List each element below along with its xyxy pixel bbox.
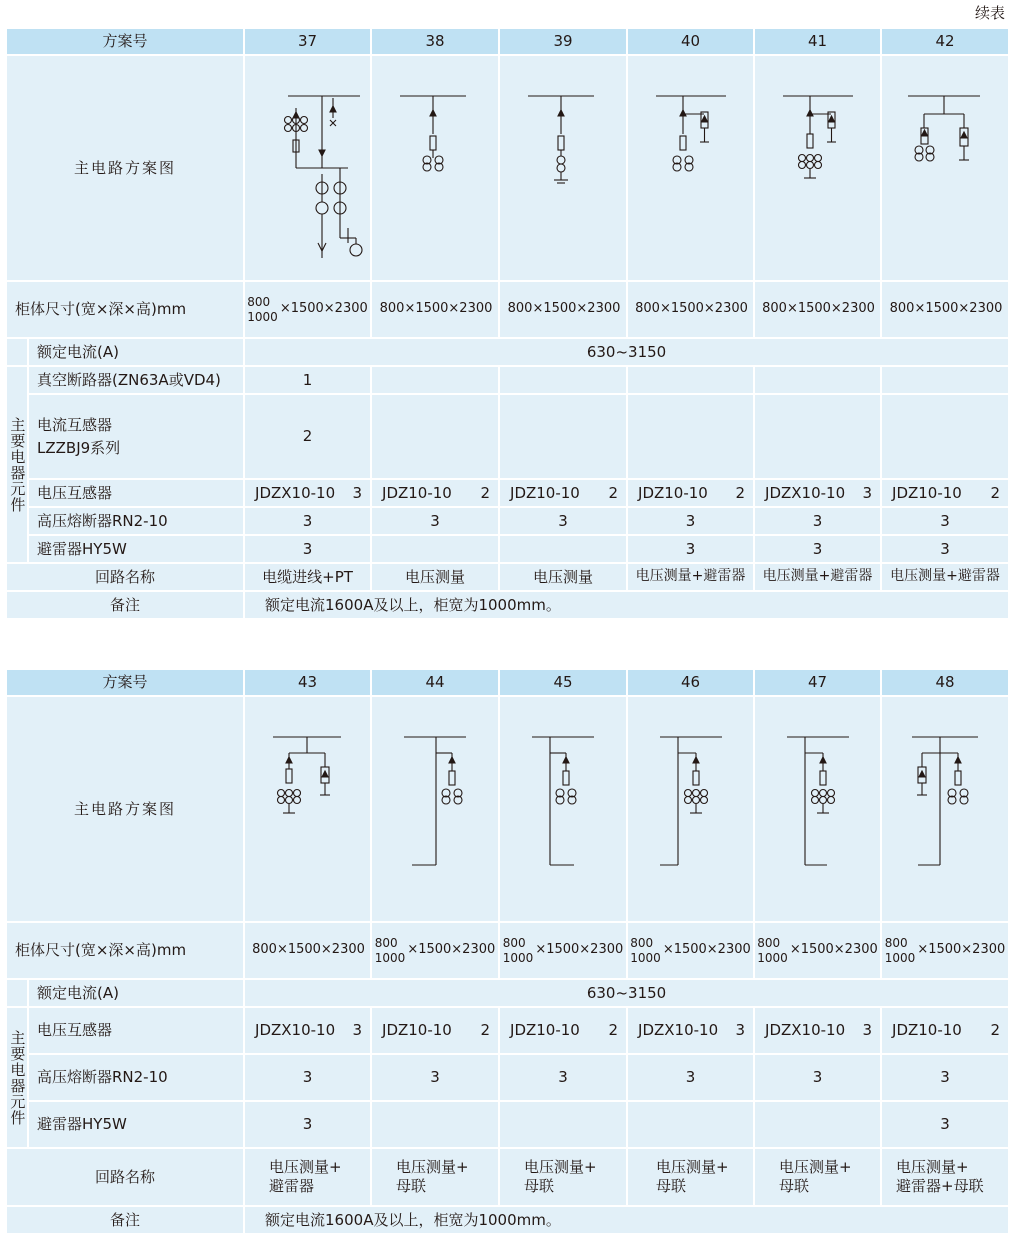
circuit-name [371,1148,499,1206]
size-cell [499,281,627,338]
arrester-qty: 3 [881,1101,1009,1148]
pt-model: JDZX10-10 [255,1021,336,1040]
fuse-row [6,507,1009,535]
scheme-table-1 [5,27,1009,620]
current-row [6,338,1009,366]
circuit-name-line1: 电压测量+ [656,1158,729,1177]
scheme-number: 46 [627,669,754,696]
current-row-label: 额定电流(A) [28,338,244,366]
pt-model: JDZX10-10 [638,1021,719,1040]
fuse-qty: 3 [499,507,627,535]
remark-row [6,591,1009,619]
scheme-number: 42 [881,28,1009,55]
fuse-qty: 3 [754,507,881,535]
scheme-number: 45 [499,669,627,696]
scheme-number: 43 [244,669,371,696]
pt-qty: 2 [608,483,619,502]
ct-qty: 2 [244,394,371,479]
ct-qty [627,394,754,479]
remark-text: 额定电流1600A及以上，柜宽为1000mm。 [244,1206,1009,1234]
pt-model: JDZX10-10 [765,1021,846,1040]
circuit-name: 电压测量+避雷器 [754,563,881,591]
pt-qty: 2 [990,1021,1001,1040]
pt-cell [881,1007,1009,1054]
continued-label: 续表 [974,4,1005,22]
vcb-qty [371,366,499,394]
size-width-2: 1000 [757,950,788,965]
scheme-number: 48 [881,669,1009,696]
circuit-name [881,1148,1009,1206]
arrester-qty [754,1101,881,1148]
ct-label-line2: LZZBJ9系列 [37,438,121,457]
circuit-name: 电缆进线+PT [244,563,371,591]
pt-cell [627,479,754,507]
fuse-row-label: 高压熔断器RN2-10 [28,1054,244,1101]
size-width-1: 800 [374,935,398,950]
size-width-2: 1000 [884,950,916,965]
circuit-diagram-38 [371,55,499,281]
arrester-qty: 3 [754,535,881,563]
fuse-qty: 3 [627,1054,754,1101]
size-cell [754,281,881,338]
circuit-name-line2: 母联 [779,1177,810,1195]
pt-cell [881,479,1009,507]
pt-cell [371,479,499,507]
diagram-row [6,55,1009,281]
ct-qty [754,394,881,479]
circuit-diagram-48 [881,696,1009,922]
current-row-label: 额定电流(A) [28,979,244,1007]
pt-cell [371,1007,499,1054]
pt-row [6,1007,1009,1054]
arrester-qty: 3 [627,535,754,563]
pt-qty: 3 [735,1021,746,1040]
rated-current-value: 630~3150 [244,338,1009,366]
pt-qty: 2 [735,483,746,502]
vcb-qty [499,366,627,394]
circuit-diagram-47 [754,696,881,922]
size-cell [881,922,1009,979]
pt-row [6,479,1009,507]
vcb-qty: 1 [244,366,371,394]
circuit-name-label: 回路名称 [6,563,244,591]
arrester-qty [627,1101,754,1148]
arrester-row-label: 避雷器HY5W [28,535,244,563]
remark-text: 额定电流1600A及以上，柜宽为1000mm。 [244,591,1009,619]
pt-qty: 2 [480,483,491,502]
pt-qty: 2 [480,1021,491,1040]
pt-cell [244,479,371,507]
size-width-2: 1000 [374,950,406,965]
pt-cell [754,1007,881,1054]
ct-row-label [28,394,244,479]
vcb-row [6,366,1009,394]
size-row-label: 柜体尺寸(宽×深×高)mm [6,281,244,338]
scheme-number: 40 [627,28,754,55]
circuit-name-line2: 母联 [656,1177,687,1195]
fuse-qty: 3 [244,507,371,535]
arrester-row-label: 避雷器HY5W [28,1101,244,1148]
fuse-row-label: 高压熔断器RN2-10 [28,507,244,535]
main-components-label: 主要电器元件 [6,366,28,563]
circuit-name-line1: 电压测量+ [896,1158,969,1177]
size-rest: 800×1500×2300 [379,301,493,317]
circuit-name-line1: 电压测量+ [396,1158,469,1177]
pt-model: JDZX10-10 [255,483,336,502]
circuit-diagram-40 [627,55,754,281]
fuse-qty: 3 [881,1054,1009,1101]
scheme-number: 47 [754,669,881,696]
current-row [6,979,1009,1007]
scheme-number: 38 [371,28,499,55]
size-width-2: 1000 [630,950,661,965]
fuse-qty: 3 [499,1054,627,1101]
size-cell [371,281,499,338]
size-width-1: 800 [247,294,271,309]
size-cell [627,281,754,338]
size-width-1: 800 [502,935,526,950]
rated-current-value: 630~3150 [244,979,1009,1007]
scheme-number: 41 [754,28,881,55]
pt-model: JDZ10-10 [382,483,452,502]
circuit-name-line1: 电压测量+ [269,1158,342,1177]
circuit-name-line2: 避雷器 [269,1177,315,1195]
size-cell [244,281,371,338]
size-width-1: 800 [757,935,781,950]
diagram-row [6,696,1009,922]
circuit-name-line2: 母联 [524,1177,555,1195]
circuit-diagram-39 [499,55,627,281]
pt-model: JDZ10-10 [510,483,580,502]
scheme-number-row [6,669,1009,696]
size-cell [754,922,881,979]
size-rest: ×1500×2300 [407,942,496,958]
size-cell [499,922,627,979]
scheme-number: 37 [244,28,371,55]
size-rest: 800×1500×2300 [252,942,365,958]
arrester-qty: 3 [244,1101,371,1148]
main-components-label: 主要电器元件 [6,1007,28,1148]
arrester-row [6,535,1009,563]
circuit-diagram-43 [244,696,371,922]
pt-qty: 3 [352,483,363,502]
size-cell [627,922,754,979]
scheme-number: 44 [371,669,499,696]
fuse-qty: 3 [371,507,499,535]
size-width-2: 1000 [247,309,278,324]
pt-cell [499,1007,627,1054]
pt-cell [754,479,881,507]
vcb-qty [754,366,881,394]
pt-qty: 2 [990,483,1001,502]
size-rest: ×1500×2300 [917,942,1006,958]
ct-qty [499,394,627,479]
size-width-2: 1000 [502,950,534,965]
remark-label: 备注 [6,1206,244,1234]
diagram-row-label: 主电路方案图 [6,696,244,922]
circuit-name: 电压测量 [371,563,499,591]
scheme-number-header: 方案号 [6,28,244,55]
circuit-name-line1: 电压测量+ [524,1158,597,1177]
size-width-1: 800 [630,935,654,950]
pt-model: JDZ10-10 [382,1021,452,1040]
pt-model: JDZX10-10 [765,483,846,502]
ct-qty [371,394,499,479]
circuit-name: 电压测量+避雷器 [881,563,1009,591]
fuse-qty: 3 [754,1054,881,1101]
pt-model: JDZ10-10 [638,483,708,502]
remark-label: 备注 [6,591,244,619]
circuit-diagram-37 [244,55,371,281]
pt-cell [244,1007,371,1054]
circuit-diagram-45 [499,696,627,922]
circuit-name [499,1148,627,1206]
size-rest: 800×1500×2300 [507,301,621,317]
pt-row-label: 电压互感器 [28,1007,244,1054]
pt-model: JDZ10-10 [510,1021,580,1040]
arrester-qty [371,535,499,563]
circuit-diagram-41 [754,55,881,281]
fuse-qty: 3 [244,1054,371,1101]
pt-qty: 2 [608,1021,619,1040]
circuit-diagram-46 [627,696,754,922]
ct-label-line1: 电流互感器 [37,415,113,434]
pt-model: JDZ10-10 [892,483,962,502]
size-rest: ×1500×2300 [279,301,368,317]
arrester-row [6,1101,1009,1148]
fuse-qty: 3 [371,1054,499,1101]
pt-qty: 3 [862,1021,873,1040]
circuit-name: 电压测量+避雷器 [627,563,754,591]
fuse-row [6,1054,1009,1101]
size-rest: ×1500×2300 [662,942,751,958]
circuit-name-line2: 母联 [396,1177,427,1195]
size-rest: ×1500×2300 [535,942,624,958]
circuit-name-row [6,1148,1009,1206]
circuit-name: 电压测量 [499,563,627,591]
size-row [6,922,1009,979]
size-cell [244,922,371,979]
vcb-row-label: 真空断路器(ZN63A或VD4) [28,366,244,394]
scheme-number: 39 [499,28,627,55]
arrester-qty: 3 [244,535,371,563]
scheme-number-header: 方案号 [6,669,244,696]
arrester-qty [499,1101,627,1148]
pt-model: JDZ10-10 [892,1021,962,1040]
circuit-name-label: 回路名称 [6,1148,244,1206]
remark-row [6,1206,1009,1234]
vcb-qty [881,366,1009,394]
arrester-qty [371,1101,499,1148]
size-rest: 800×1500×2300 [635,301,748,317]
size-rest: 800×1500×2300 [889,301,1003,317]
scheme-table-2 [5,668,1009,1235]
diagram-row-label: 主电路方案图 [6,55,244,281]
pt-row-label: 电压互感器 [28,479,244,507]
circuit-name-line1: 电压测量+ [779,1158,852,1177]
size-rest: ×1500×2300 [789,942,878,958]
size-rest: 800×1500×2300 [762,301,875,317]
size-row [6,281,1009,338]
arrester-qty [499,535,627,563]
size-cell [371,922,499,979]
pt-qty: 3 [862,483,873,502]
circuit-name [754,1148,881,1206]
fuse-qty: 3 [881,507,1009,535]
pt-cell [499,479,627,507]
arrester-qty: 3 [881,535,1009,563]
circuit-name [244,1148,371,1206]
pt-cell [627,1007,754,1054]
scheme-number-row [6,28,1009,55]
ct-row [6,394,1009,479]
vcb-qty [627,366,754,394]
circuit-diagram-42 [881,55,1009,281]
size-cell [881,281,1009,338]
circuit-name-line2: 避雷器+母联 [896,1177,984,1195]
circuit-diagram-44 [371,696,499,922]
circuit-name [627,1148,754,1206]
size-row-label: 柜体尺寸(宽×深×高)mm [6,922,244,979]
size-width-1: 800 [884,935,908,950]
circuit-name-row [6,563,1009,591]
fuse-qty: 3 [627,507,754,535]
ct-qty [881,394,1009,479]
pt-qty: 3 [352,1021,363,1040]
